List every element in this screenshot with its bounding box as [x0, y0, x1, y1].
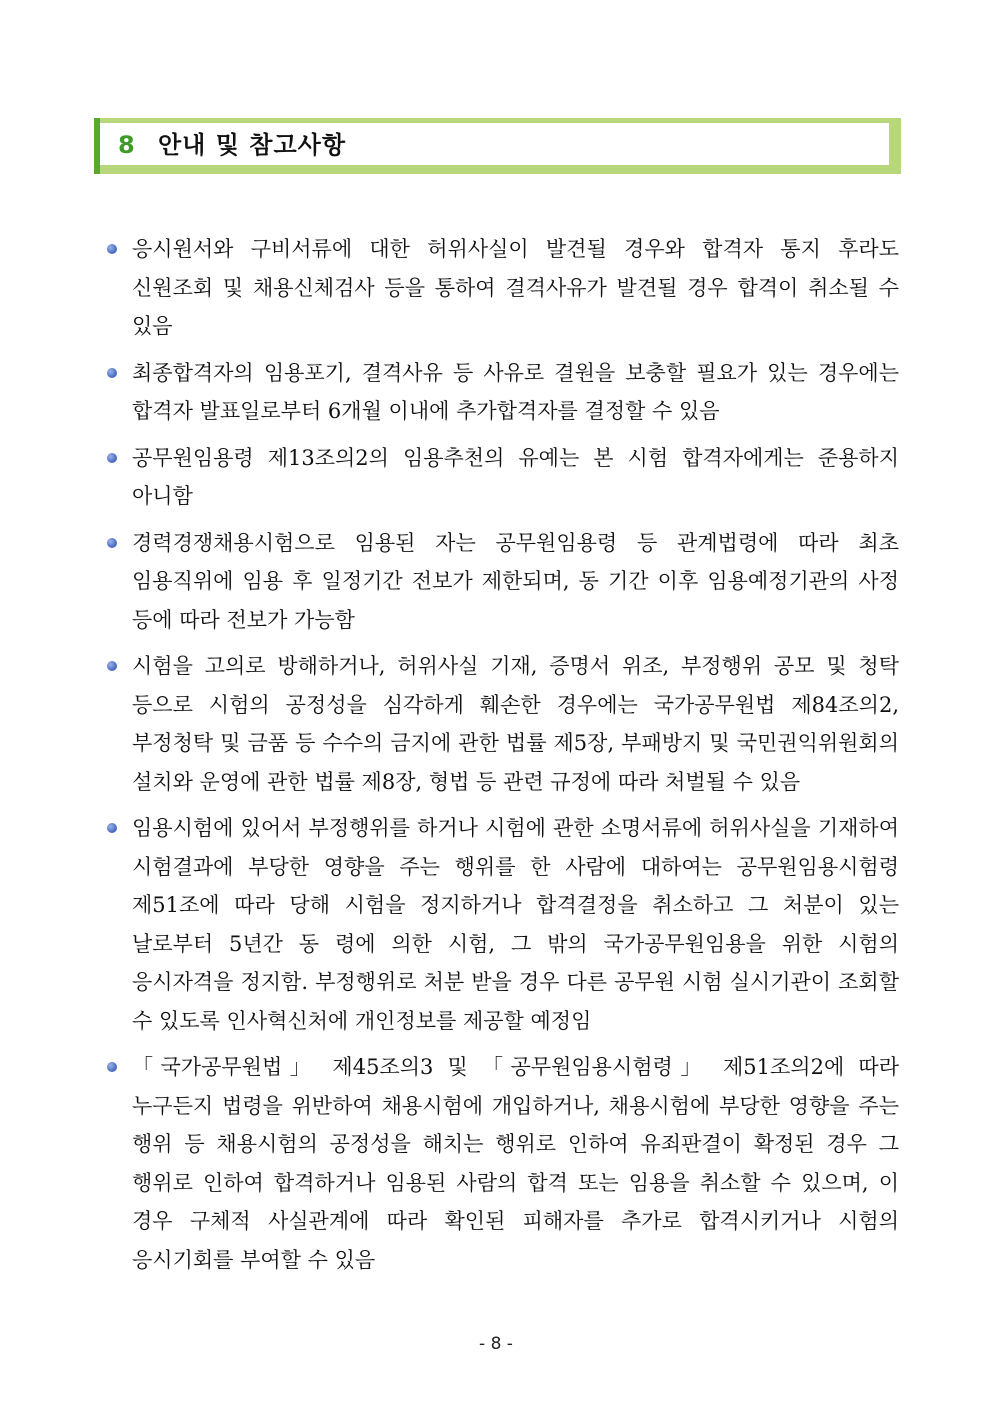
bullet-icon: [107, 823, 117, 833]
notice-text: 임용시험에 있어서 부정행위를 하거나 시험에 관한 소명서류에 허위사실을 기재하여 시험결과에 부당한 영향을 주는 행위를 한 사람에 대하여는 공무원임용시험령 제51조에 따라 당해 시험을 정지하거나 합격결정을 취소하고 그 처분이 있는 날로부터 5년간 동 령에 의한 시험, 그 밖의 국가공무원임용을 위한 시험의 응시자격을 정지함. 부정행위로 처분 받을 경우 다른 공무원 시험 실시기관이 조회할 수 있도록 인사혁신처에 개인정보를 제공할 예정임: [132, 816, 899, 1033]
section-title: 안내 및 참고사항: [158, 131, 346, 159]
notice-text: 「국가공무원법」 제45조의3 및 「공무원임용시험령」 제51조의2에 따라 누구든지 법령을 위반하여 채용시험에 개입하거나, 채용시험에 부당한 영향을 주는 행위 등 채용시험의 공정성을 해치는 행위로 인하여 유죄판결이 확정된 경우 그 행위로 인하여 합격하거나 임용된 사람의 합격 또는 임용을 취소할 수 있으며, 이 경우 구체적 사실관계에 따라 확인된 피해자를 추가로 합격시키거나 시험의 응시기회를 부여할 수 있음: [132, 1055, 899, 1272]
notice-item: [107, 230, 899, 346]
notice-text: 시험을 고의로 방해하거나, 허위사실 기재, 증명서 위조, 부정행위 공모 및 청탁 등으로 시험의 공정성을 심각하게 훼손한 경우에는 국가공무원법 제84조의2, 부정청탁 및 금품 등 수수의 금지에 관한 법률 제5장, 부패방지 및 국민권익위원회의 설치와 운영에 관한 법률 제8장, 형법 등 관련 규정에 따라 처벌될 수 있음: [132, 654, 899, 794]
notice-item: [107, 647, 899, 801]
page-number: - 8 -: [479, 1334, 513, 1354]
notice-item: [107, 809, 899, 1040]
notice-item: [107, 354, 899, 431]
bullet-icon: [107, 661, 117, 671]
section-number: 8: [118, 131, 135, 159]
bullet-icon: [107, 1062, 117, 1072]
bullet-icon: [107, 538, 117, 548]
notice-item: [107, 1048, 899, 1279]
bullet-icon: [107, 244, 117, 254]
notice-list: [107, 230, 899, 1287]
notice-item: [107, 524, 899, 640]
notice-item: [107, 439, 899, 516]
notice-text: 응시원서와 구비서류에 대한 허위사실이 발견될 경우와 합격자 통지 후라도 신원조회 및 채용신체검사 등을 통하여 결격사유가 발견될 경우 합격이 취소될 수 있음: [132, 237, 899, 338]
section-header: [94, 118, 901, 174]
notice-text: 공무원임용령 제13조의2의 임용추천의 유예는 본 시험 합격자에게는 준용하지 아니함: [132, 445, 899, 508]
section-header-accent: [94, 118, 100, 174]
bullet-icon: [107, 368, 117, 378]
notice-text: 경력경쟁채용시험으로 임용된 자는 공무원임용령 등 관계법령에 따라 최초 임용직위에 임용 후 일정기간 전보가 제한되며, 동 기간 이후 임용예정기관의 사정 등에 따라 전보가 가능함: [132, 530, 899, 632]
bullet-icon: [107, 453, 117, 463]
notice-text: 최종합격자의 임용포기, 결격사유 등 사유로 결원을 보충할 필요가 있는 경우에는 합격자 발표일로부터 6개월 이내에 추가합격자를 결정할 수 있음: [132, 360, 899, 423]
